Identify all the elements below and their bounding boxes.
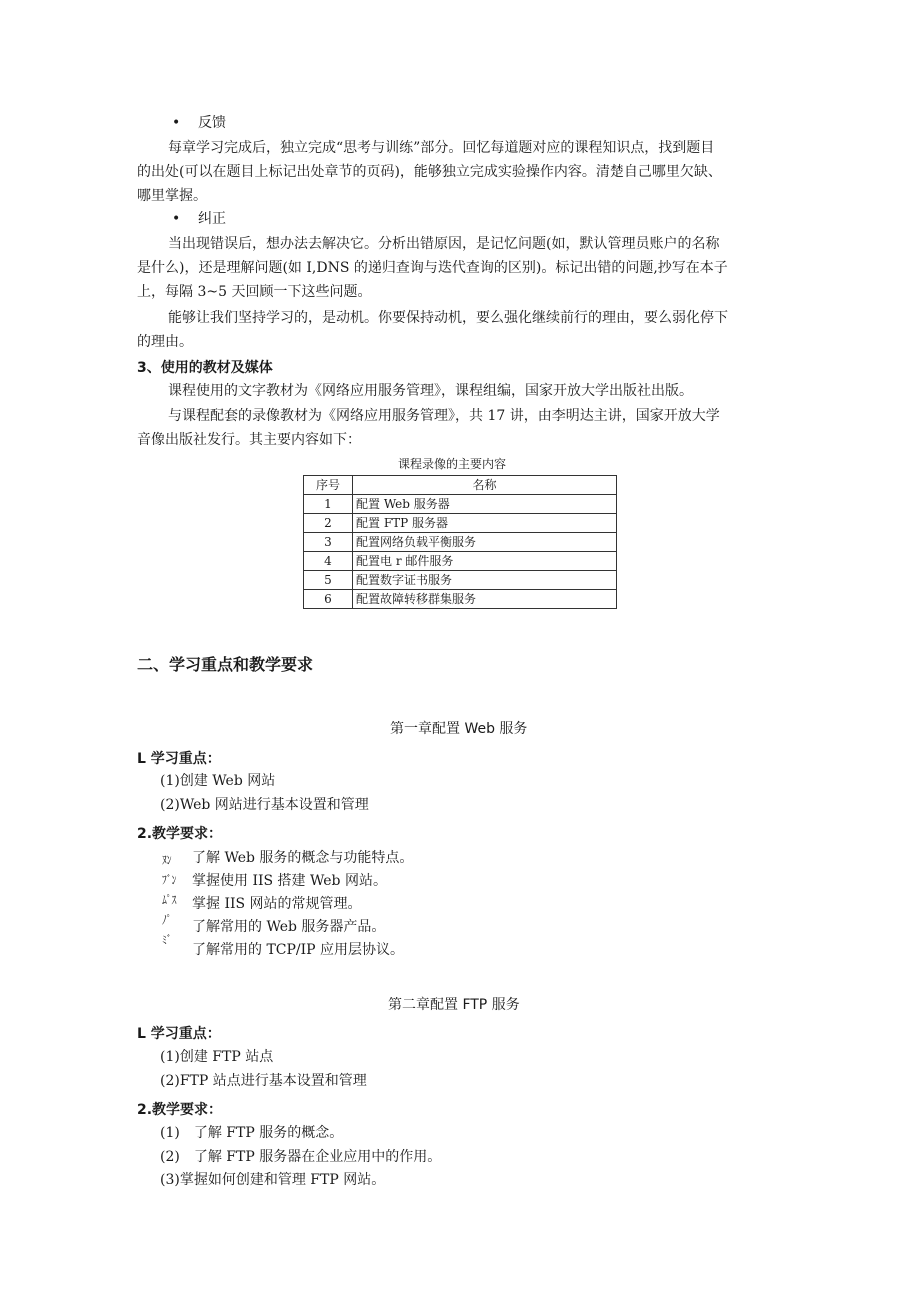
- bullet-marker: •: [172, 115, 181, 131]
- table-row: [304, 590, 617, 609]
- motivation-line-1: 能够让我们坚持学习的，是动机。你要保持动机，要么强化继续前行的理由，要么弱化停下: [168, 310, 728, 326]
- chapter-1-req-item: 了解常用的 Web 服务器产品。: [192, 919, 386, 935]
- row-name: 配置网络负载平衡服务: [353, 533, 617, 552]
- chapter-1-req-item: 了解常用的 TCP/IP 应用层协议。: [192, 942, 405, 958]
- materials-line-3: 音像出版社发行。其主要内容如下：: [137, 432, 361, 448]
- chapter-2-focus-label: L 学习重点：: [137, 1026, 221, 1042]
- feedback-line-2: 的出处(可以在题目上标记出处章节的页码)，能够独立完成实验操作内容。清楚自己哪里欠缺、: [137, 164, 722, 180]
- materials-heading: 3、使用的教材及媒体: [137, 360, 273, 376]
- correction-line-2: 是什么)，还是理解问题(如 I,DNS 的递归查询与迭代查询的区别)。标记出错的问题,抄写在本子: [137, 260, 728, 276]
- chapter-1-req-item: 了解 Web 服务的概念与功能特点。: [192, 850, 414, 866]
- table-row: [304, 514, 617, 533]
- chapter-2-req-label: 2.教学要求：: [137, 1102, 223, 1118]
- feedback-line-1: 每章学习完成后，独立完成“思考与训练”部分。回忆每道题对应的课程知识点，找到题目: [168, 140, 715, 156]
- chapter-2-req-item: (1) 了解 FTP 服务的概念。: [160, 1125, 344, 1141]
- table-row: [304, 533, 617, 552]
- garbled-marker: ﾌﾞﾝ: [162, 873, 177, 887]
- row-number: 2: [304, 514, 353, 533]
- chapter-1-focus-item: (2)Web 网站进行基本设置和管理: [160, 797, 369, 813]
- motivation-line-2: 的理由。: [137, 334, 193, 350]
- table-row: [304, 571, 617, 590]
- chapter-1-focus-item: (1)创建 Web 网站: [160, 773, 276, 789]
- video-content-table: [303, 475, 617, 609]
- chapter-1-req-label: 2.教学要求：: [137, 826, 223, 842]
- correction-line-1: 当出现错误后，想办法去解决它。分析出错原因，是记忆问题(如，默认管理员账户的名称: [168, 236, 720, 252]
- correction-title: 纠正: [198, 211, 226, 227]
- garbled-marker: ﾐﾞ: [162, 933, 172, 947]
- chapter-1-req-item: 掌握使用 IIS 搭建 Web 网站。: [192, 873, 387, 889]
- table-header-row: [304, 476, 617, 495]
- row-number: 4: [304, 552, 353, 571]
- feedback-title: 反馈: [198, 115, 226, 131]
- garbled-marker: ﾇﾝ: [162, 853, 172, 867]
- chapter-2-focus-item: (1)创建 FTP 站点: [160, 1049, 274, 1065]
- row-number: 3: [304, 533, 353, 552]
- materials-line-2: 与课程配套的录像教材为《网络应用服务管理》，共 17 讲，由李明达主讲，国家开放大学: [168, 408, 720, 424]
- row-name: 配置 Web 服务器: [353, 495, 617, 514]
- row-name: 配置故障转移群集服务: [353, 590, 617, 609]
- correction-line-3: 上，每隔 3~5 天回顾一下这些问题。: [137, 284, 372, 300]
- section-heading: 二、学习重点和教学要求: [137, 655, 314, 674]
- row-name: 配置数字证书服务: [353, 571, 617, 590]
- table-caption: 课程录像的主要内容: [398, 457, 507, 471]
- chapter-2-req-item: (3)掌握如何创建和管理 FTP 网站。: [160, 1172, 386, 1188]
- column-header-name: 名称: [353, 476, 617, 495]
- garbled-marker: ﾉﾟ: [162, 913, 172, 927]
- row-name: 配置电 r 邮件服务: [353, 552, 617, 571]
- chapter-1-title: 第一章配置 Web 服务: [390, 721, 528, 737]
- row-number: 1: [304, 495, 353, 514]
- feedback-line-3: 哪里掌握。: [137, 188, 207, 204]
- chapter-1-focus-label: L 学习重点：: [137, 751, 221, 767]
- chapter-2-req-item: (2) 了解 FTP 服务器在企业应用中的作用。: [160, 1149, 442, 1165]
- column-header-number: 序号: [304, 476, 353, 495]
- chapter-2-focus-item: (2)FTP 站点进行基本设置和管理: [160, 1073, 367, 1089]
- chapter-2-title: 第二章配置 FTP 服务: [388, 997, 520, 1013]
- row-number: 5: [304, 571, 353, 590]
- row-name: 配置 FTP 服务器: [353, 514, 617, 533]
- row-number: 6: [304, 590, 353, 609]
- garbled-marker: ﾑﾟｽ: [162, 893, 177, 907]
- table-row: [304, 552, 617, 571]
- materials-line-1: 课程使用的文字教材为《网络应用服务管理》，课程组编，国家开放大学出版社出版。: [168, 383, 693, 399]
- table-row: [304, 495, 617, 514]
- bullet-marker: •: [172, 211, 181, 227]
- chapter-1-req-item: 掌握 IIS 网站的常规管理。: [192, 896, 362, 912]
- garbled-list-markers: [162, 850, 186, 954]
